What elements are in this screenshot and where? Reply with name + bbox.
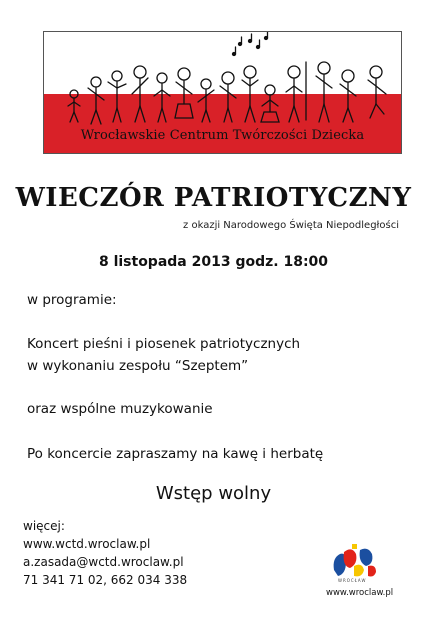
entry-info: Wstęp wolny bbox=[155, 483, 272, 504]
header-banner bbox=[43, 31, 402, 154]
contact-phones: 71 341 71 02, 662 034 338 bbox=[23, 573, 188, 587]
logo-caption: WROCŁAW bbox=[338, 578, 367, 583]
contact-email-link[interactable]: a.zasada@wctd.wroclaw.pl bbox=[23, 555, 184, 569]
event-subtitle: z okazji Narodowego Święta Niepodległości bbox=[183, 220, 399, 231]
music-notes-icon bbox=[233, 32, 268, 56]
program-heading: w programie: bbox=[27, 292, 117, 308]
program-line-3: oraz wspólne muzykowanie bbox=[27, 401, 213, 417]
program-line-4: Po koncercie zapraszamy na kawę i herbatę bbox=[27, 446, 324, 462]
contact-website-link[interactable]: www.wctd.wroclaw.pl bbox=[23, 537, 151, 551]
program-line-2: w wykonaniu zespołu “Szeptem” bbox=[27, 358, 249, 374]
organization-name: Wrocławskie Centrum Twórczości Dziecka bbox=[80, 128, 365, 143]
sponsor-url-link[interactable]: www.wroclaw.pl bbox=[326, 588, 394, 598]
event-title: WIECZÓR PATRIOTYCZNY bbox=[15, 183, 412, 213]
program-line-1: Koncert pieśni i piosenek patriotycznych bbox=[27, 336, 301, 352]
event-date: 8 listopada 2013 godz. 18:00 bbox=[98, 254, 329, 270]
contact-label: więcej: bbox=[23, 519, 65, 533]
